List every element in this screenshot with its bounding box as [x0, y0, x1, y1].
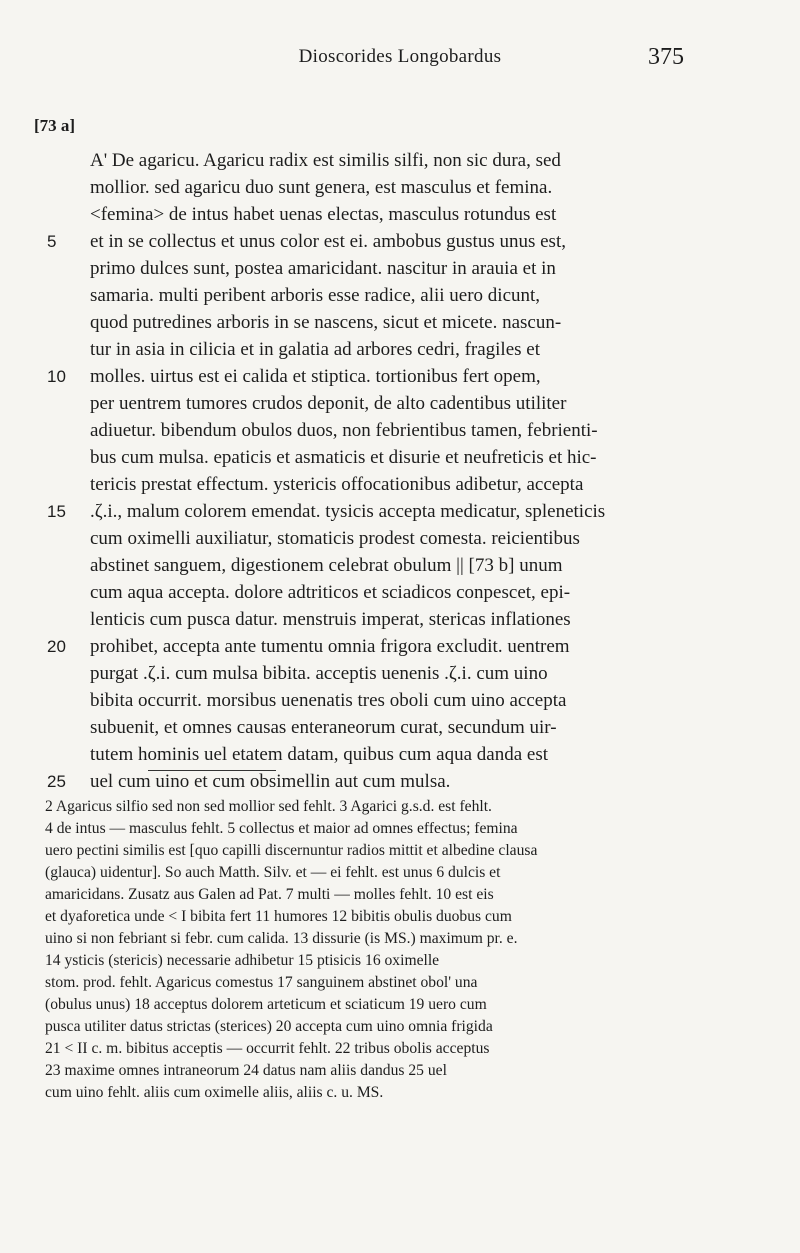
line-number: 20 [47, 637, 66, 656]
apparatus-line: et dyaforetica unde < I bibita fert 11 humores 12 bibitis obulis duobus cum [45, 908, 512, 925]
text-line: <femina> de intus habet uenas electas, masculus rotundus est [90, 204, 557, 225]
apparatus-line: amaricidans. Zusatz aus Galen ad Pat. 7 multi — molles fehlt. 10 est eis [45, 886, 494, 903]
apparatus-line: (glauca) uidentur]. So auch Matth. Silv. et — ei fehlt. est unus 6 dulcis et [45, 864, 501, 881]
text-line: quod putredines arboris in se nascens, sicut et micete. nascun- [90, 312, 562, 333]
text-line: lenticis cum pusca datur. menstruis imperat, stericas inflationes [90, 609, 571, 630]
text-line: subuenit, et omnes causas enteraneorum curat, secundum uir- [90, 717, 557, 738]
text-line: molles. uirtus est ei calida et stiptica. tortionibus fert opem, [90, 366, 541, 387]
text-line: et in se collectus et unus color est ei. ambobus gustus unus est, [90, 231, 566, 252]
text-line: tericis prestat effectum. ystericis offocationibus adibetur, accepta [90, 474, 584, 495]
text-line: purgat .ζ.i. cum mulsa bibita. acceptis uenenis .ζ.i. cum uino [90, 663, 548, 684]
page-number: 375 [648, 44, 684, 70]
text-line: bus cum mulsa. epaticis et asmaticis et disurie et neufreticis et hic- [90, 447, 597, 468]
text-line: tur in asia in cilicia et in galatia ad arbores cedri, fragiles et [90, 339, 540, 360]
line-number: 10 [47, 367, 66, 386]
text-line: per uentrem tumores crudos deponit, de alto cadentibus utiliter [90, 393, 567, 414]
text-line: prohibet, accepta ante tumentu omnia frigora excludit. uentrem [90, 636, 570, 657]
apparatus-line: 4 de intus — masculus fehlt. 5 collectus et maior ad omnes effectus; femina [45, 820, 518, 837]
apparatus-line: uero pectini similis est [quo capilli discernuntur radios mittit et albedine clausa [45, 842, 538, 859]
apparatus-line: 23 maxime omnes intraneorum 24 datus nam aliis dandus 25 uel [45, 1062, 447, 1079]
text-line: bibita occurrit. morsibus uenenatis tres oboli cum uino accepta [90, 690, 567, 711]
apparatus-line: pusca utiliter datus strictas (sterices) 20 accepta cum uino omnia frigida [45, 1018, 493, 1035]
apparatus-line: stom. prod. fehlt. Agaricus comestus 17 sanguinem abstinet obol' una [45, 974, 478, 991]
apparatus-line: 2 Agaricus silfio sed non sed mollior sed fehlt. 3 Agarici g.s.d. est fehlt. [45, 798, 492, 815]
folio-marker: [73 a] [34, 116, 76, 135]
text-line: mollior. sed agaricu duo sunt genera, est masculus et femina. [90, 177, 553, 198]
text-line: abstinet sanguem, digestionem celebrat obulum || [73 b] unum [90, 555, 563, 576]
text-line: cum oximelli auxiliatur, stomaticis prodest comesta. reicientibus [90, 528, 580, 549]
text-line: .ζ.i., malum colorem emendat. tysicis accepta medicatur, spleneticis [90, 501, 606, 522]
apparatus-line: 21 < II c. m. bibitus acceptis — occurrit fehlt. 22 tribus obolis acceptus [45, 1040, 490, 1057]
text-line: tutem hominis uel etatem datam, quibus cum aqua danda est [90, 744, 548, 765]
footnote-divider [148, 770, 276, 771]
text-line: samaria. multi peribent arboris esse radice, alii uero dicunt, [90, 285, 541, 306]
text-line: primo dulces sunt, postea amaricidant. nascitur in arauia et in [90, 258, 556, 279]
apparatus-line: uino si non febriant si febr. cum calida. 13 dissurie (is MS.) maximum pr. e. [45, 930, 518, 947]
line-number: 25 [47, 772, 66, 791]
apparatus-line: (obulus unus) 18 acceptus dolorem arteticum et sciaticum 19 uero cum [45, 996, 487, 1013]
apparatus-line: 14 ysticis (stericis) necessarie adhibetur 15 ptisicis 16 oximelle [45, 952, 440, 969]
text-line: uel cum uino et cum obsimellin aut cum mulsa. [90, 771, 451, 792]
line-number: 5 [47, 232, 57, 251]
apparatus-line: cum uino fehlt. aliis cum oximelle aliis, aliis c. u. MS. [45, 1084, 384, 1101]
text-line: adiuetur. bibendum obulos duos, non febrientibus tamen, febrienti- [90, 420, 598, 441]
text-line: cum aqua accepta. dolore adtriticos et sciadicos conpescet, epi- [90, 582, 571, 603]
running-header-title: Dioscorides Longobardus [298, 46, 502, 67]
line-number: 15 [47, 502, 66, 521]
text-line: A' De agaricu. Agaricu radix est similis silfi, non sic dura, sed [90, 150, 561, 171]
